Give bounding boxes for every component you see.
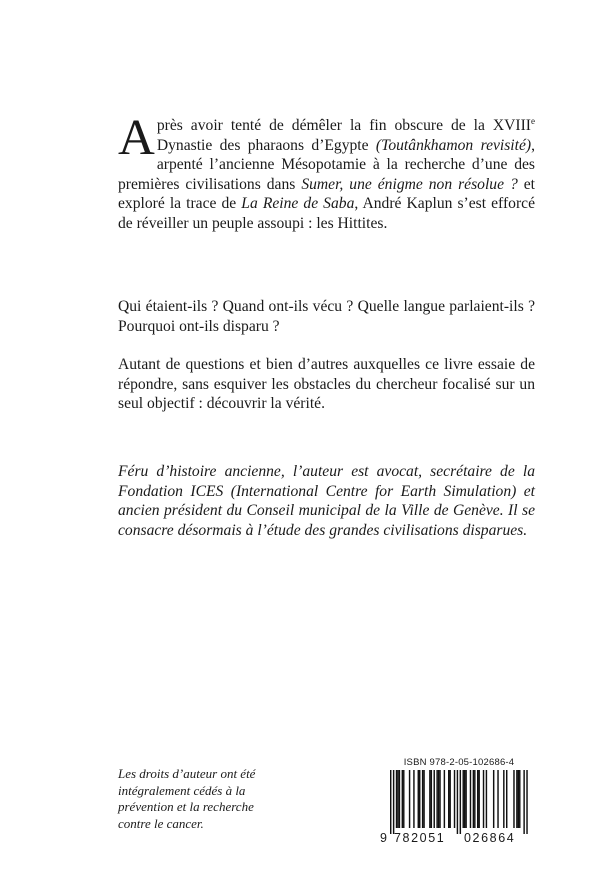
- book-title-sumer: Sumer, une énigme non résolue ?: [301, 175, 518, 193]
- barcode-bar: [397, 770, 398, 828]
- barcode-bar: [478, 770, 479, 828]
- barcode-bar: [519, 770, 520, 828]
- intro-text-4: et exploré la trace de: [118, 175, 535, 213]
- barcode-bar: [436, 770, 437, 828]
- barcode-bar: [483, 770, 484, 828]
- barcode-bar: [402, 770, 403, 828]
- intro-text-1: près avoir tenté de démêler la fin obscure de la XVIII: [156, 117, 531, 134]
- isbn-label: ISBN 978-2-05-102686-4: [403, 757, 515, 768]
- barcode-bar: [399, 770, 400, 828]
- barcode-bar: [434, 770, 435, 828]
- barcode-bar: [403, 770, 404, 828]
- intro-text-5: , André Kaplun s’est efforcé de réveiller un peuple assoupi : les Hittites.: [118, 195, 535, 232]
- intro-text-3: , arpenté l’ancienne Mésopotamie à la recherche d’une des premières civilisations dans: [118, 136, 535, 193]
- barcode-bar: [413, 770, 414, 828]
- barcode-bar: [438, 770, 439, 828]
- barcode-bar: [419, 770, 420, 828]
- barcode-bar: [465, 770, 466, 828]
- answer-paragraph: [118, 355, 535, 414]
- barcode-bar: [431, 770, 432, 828]
- barcode-bar: [444, 770, 445, 828]
- barcode-bar: [463, 770, 464, 828]
- barcode-bar: [474, 770, 475, 828]
- questions-text: Qui étaient-ils ? Quand ont-ils vécu ? Quelle langue parlaient-ils ? Pourquoi ont-ils disparu ?: [118, 298, 535, 335]
- barcode-bar: [449, 770, 450, 828]
- answer-text: Autant de questions et bien d’autres auxquelles ce livre essaie de répondre, sans esquiver les obstacles du chercheur focalisé sur un seul objectif : découvrir la vérité.: [118, 356, 535, 413]
- questions-paragraph: [118, 297, 535, 336]
- barcode-bar: [497, 770, 498, 828]
- barcode-digit-group-1: 782051: [394, 831, 446, 845]
- barcode-bar: [493, 770, 494, 828]
- isbn-barcode: [380, 757, 538, 853]
- barcode-bar: [457, 770, 458, 834]
- barcode-bar: [390, 770, 391, 834]
- barcode-bar: [526, 770, 527, 834]
- barcode-bar: [477, 770, 478, 828]
- barcode-bar: [429, 770, 430, 828]
- barcode-bar: [418, 770, 419, 828]
- barcode-bar: [473, 770, 474, 828]
- barcode-bar: [503, 770, 504, 828]
- book-title-toutankhamon: (Toutânkhamon revisité): [375, 136, 532, 154]
- barcode-bar: [448, 770, 449, 828]
- barcode-bar: [439, 770, 440, 828]
- barcode-bar: [409, 770, 410, 828]
- barcode-bar: [486, 770, 487, 828]
- barcode-bar: [393, 770, 394, 834]
- barcode-bar: [396, 770, 397, 828]
- barcode-bar: [518, 770, 519, 828]
- barcode-bar: [523, 770, 524, 834]
- intro-paragraph: [118, 110, 535, 234]
- superscript-e: e: [531, 115, 535, 126]
- barcode-bar: [464, 770, 465, 828]
- barcode-bar: [422, 770, 423, 828]
- book-title-reine-de-saba: La Reine de Saba: [241, 195, 355, 213]
- barcode-bar: [516, 770, 517, 828]
- barcode-bars: [380, 770, 538, 834]
- barcode-bar: [460, 770, 461, 834]
- barcode-lead-digit: 9: [380, 831, 389, 845]
- barcode-digit-group-2: 026864: [464, 831, 516, 845]
- rights-notice: Les droits d’auteur ont été intégralement cédés à la prévention et la recherche contre le cancer.: [118, 766, 256, 831]
- drop-cap: A: [118, 110, 155, 166]
- barcode-bar: [506, 770, 507, 828]
- barcode-bar: [470, 770, 471, 828]
- barcode-bar: [423, 770, 424, 828]
- barcode-bar: [513, 770, 514, 828]
- author-bio: [118, 462, 535, 540]
- author-bio-text: Féru d’histoire ancienne, l’auteur est avocat, secrétaire de la Fondation ICES (International Centre for Earth Simulation) et ancien président du Conseil municipal de la Ville de Genève. Il se consacre désormais à l’étude des grandes civilisations disparues.: [118, 463, 535, 539]
- barcode-bar: [454, 770, 455, 828]
- intro-text-2: Dynastie des pharaons d’Egypte: [156, 136, 376, 154]
